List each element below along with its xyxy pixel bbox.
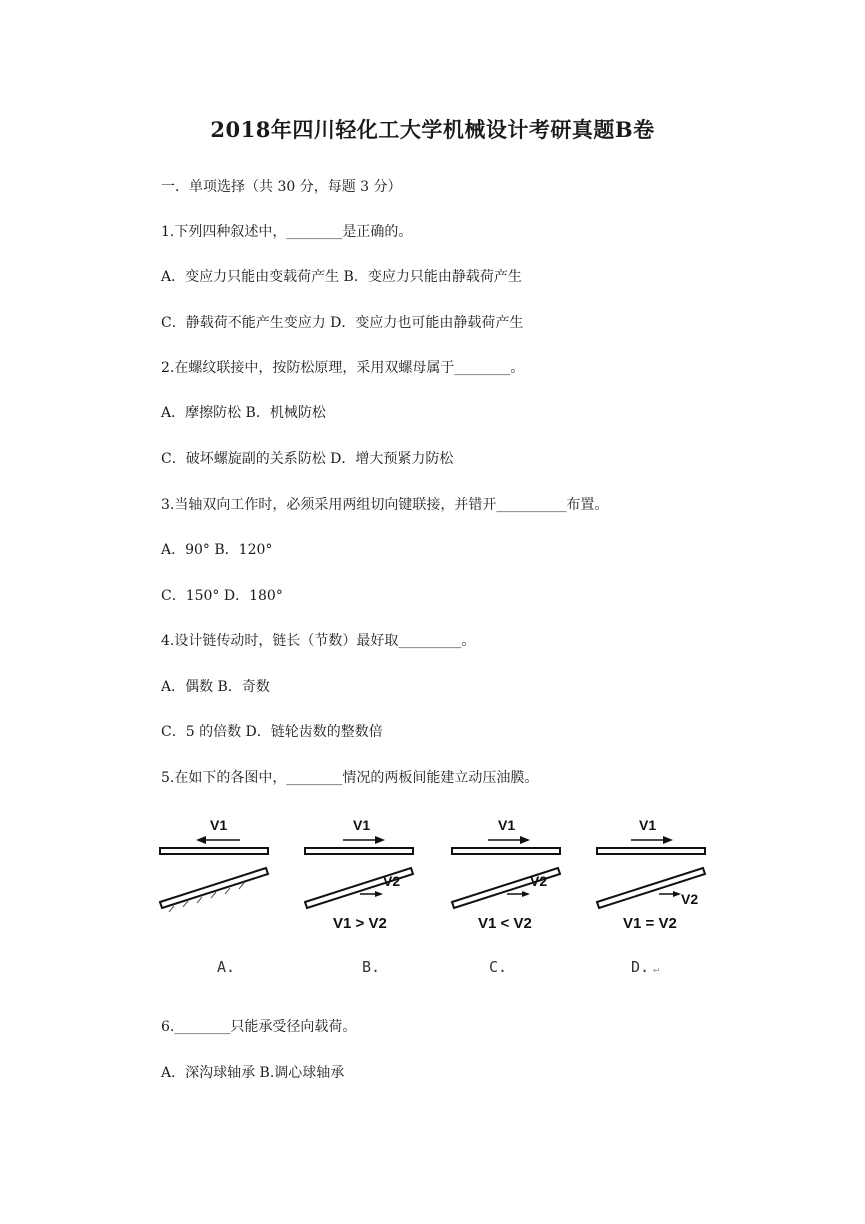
- question-1-option-line-1: A．变应力只能由变载荷产生 B．变应力只能由静载荷产生: [161, 269, 522, 285]
- question-2-option-line-2: C．破坏螺旋副的关系防松 D．增大预紧力防松: [161, 451, 454, 467]
- panel-b-letter: B.: [361, 958, 381, 976]
- panel-d-v1-label: V1: [639, 817, 657, 833]
- panel-c-relation: V1 < V2: [478, 915, 532, 932]
- question-3-option-line-1: A．90° B．120°: [161, 542, 273, 558]
- panel-a-v1-arrowhead: [196, 836, 206, 844]
- panel-d-top-plate: [597, 848, 705, 854]
- return-mark: ↵: [653, 964, 660, 975]
- panel-c-v1-label: V1: [498, 817, 516, 833]
- question-4-option-line-2: C．5 的倍数 D．链轮齿数的整数倍: [161, 724, 383, 740]
- panel-b-v2-arrowhead: [375, 891, 383, 897]
- panel-d-letter: D. ↵: [630, 958, 660, 976]
- panel-a-drawing: [160, 810, 280, 940]
- question-6-option-line-1: A．深沟球轴承 B.调心球轴承: [161, 1065, 345, 1081]
- panel-b-v1-arrowhead: [375, 836, 385, 844]
- panel-c-v1-arrowhead: [520, 836, 530, 844]
- page-title: 2018年四川轻化工大学机械设计考研真题B卷: [210, 117, 655, 142]
- question-3-stem: 3.当轴双向工作时，必须采用两组切向键联接，并错开__________布置。: [161, 497, 609, 513]
- panel-b-v2-label: V2: [383, 873, 401, 889]
- panel-c-letter: C.: [488, 958, 508, 976]
- question-2-option-line-1: A．摩擦防松 B．机械防松: [161, 405, 326, 421]
- section-heading: 一．单项选择（共 30 分，每题 3 分）: [161, 179, 402, 195]
- figure-panel-c: [452, 810, 572, 985]
- question-4-option-line-1: A．偶数 B．奇数: [161, 679, 270, 695]
- panel-c-drawing: [452, 810, 572, 940]
- question-3-option-line-2: C．150° D．180°: [161, 588, 283, 604]
- figure-panel-b: [305, 810, 425, 985]
- panel-d-v2-arrowhead: [673, 891, 681, 897]
- figure-panel-d: [597, 810, 717, 985]
- question-1-option-line-2: C．静载荷不能产生变应力 D．变应力也可能由静载荷产生: [161, 315, 524, 331]
- question-4-stem: 4.设计链传动时，链长（节数）最好取_________。: [161, 633, 476, 649]
- oil-film-figure: [155, 810, 715, 990]
- panel-d-v1-arrowhead: [663, 836, 673, 844]
- panel-d-relation: V1 = V2: [623, 915, 677, 932]
- panel-c-v2-arrowhead: [522, 891, 530, 897]
- figure-panel-a: [160, 810, 280, 985]
- question-2-stem: 2.在螺纹联接中，按防松原理，采用双螺母属于________。: [161, 360, 525, 376]
- panel-b-v1-label: V1: [353, 817, 371, 833]
- panel-a-bottom-plate: [160, 868, 268, 908]
- panel-b-drawing: [305, 810, 425, 940]
- panel-a-v1-label: V1: [210, 817, 228, 833]
- question-6-stem: 6.________只能承受径向载荷。: [161, 1019, 357, 1035]
- question-1-stem: 1.下列四种叙述中，________是正确的。: [161, 224, 413, 240]
- panel-d-v2-label: V2: [681, 891, 699, 907]
- panel-a-top-plate: [160, 848, 268, 854]
- question-5-stem: 5.在如下的各图中，________情况的两板间能建立动压油膜。: [161, 770, 539, 786]
- panel-c-top-plate: [452, 848, 560, 854]
- panel-d-drawing: [597, 810, 717, 940]
- panel-c-v2-label: V2: [530, 873, 548, 889]
- panel-a-letter: A.: [216, 958, 236, 976]
- panel-b-relation: V1 > V2: [333, 915, 387, 932]
- panel-b-top-plate: [305, 848, 413, 854]
